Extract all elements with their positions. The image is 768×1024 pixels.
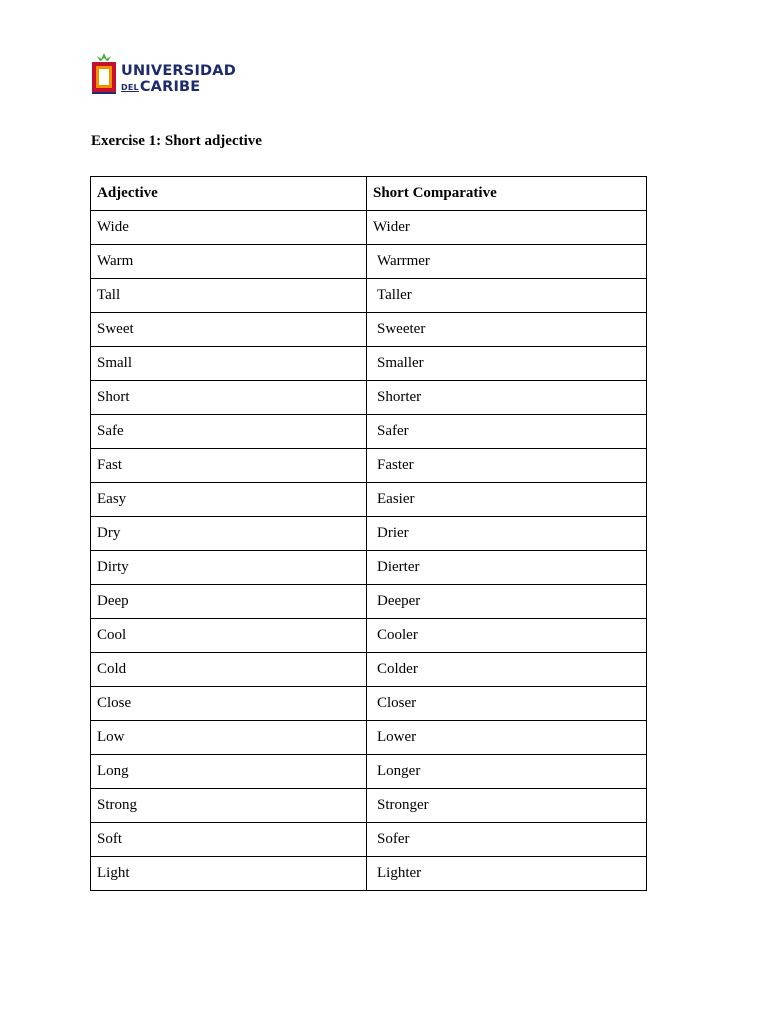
table-row xyxy=(91,313,647,347)
table-row xyxy=(91,347,647,381)
comparative-cell: Colder xyxy=(367,653,647,687)
table-row xyxy=(91,517,647,551)
adjective-cell: Easy xyxy=(91,483,367,517)
adjective-cell: Warm xyxy=(91,245,367,279)
comparative-cell: Safer xyxy=(367,415,647,449)
logo-wordmark xyxy=(121,64,236,94)
table-body xyxy=(91,211,647,891)
table-row xyxy=(91,687,647,721)
adjective-cell: Dirty xyxy=(91,551,367,585)
comparative-cell: Stronger xyxy=(367,789,647,823)
comparative-cell: Faster xyxy=(367,449,647,483)
adjective-cell: Strong xyxy=(91,789,367,823)
adjective-cell: Cool xyxy=(91,619,367,653)
adjective-cell: Fast xyxy=(91,449,367,483)
logo-line-caribe xyxy=(121,80,236,95)
adjective-cell: Wide xyxy=(91,211,367,245)
table-row xyxy=(91,415,647,449)
adjective-cell: Short xyxy=(91,381,367,415)
adjective-cell: Deep xyxy=(91,585,367,619)
table-row xyxy=(91,721,647,755)
table-row xyxy=(91,755,647,789)
adjective-cell: Low xyxy=(91,721,367,755)
table-row xyxy=(91,585,647,619)
adjective-cell: Cold xyxy=(91,653,367,687)
table-row xyxy=(91,789,647,823)
comparative-cell: Dierter xyxy=(367,551,647,585)
table-row xyxy=(91,211,647,245)
logo-caribe: CARIBE xyxy=(139,78,201,95)
comparative-cell: Smaller xyxy=(367,347,647,381)
column-header-short-comparative: Short Comparative xyxy=(367,177,647,211)
table-row xyxy=(91,619,647,653)
comparative-cell: Cooler xyxy=(367,619,647,653)
adjective-cell: Close xyxy=(91,687,367,721)
table-row xyxy=(91,653,647,687)
table-row xyxy=(91,381,647,415)
comparative-cell: Longer xyxy=(367,755,647,789)
university-logo xyxy=(89,51,236,97)
comparative-cell: Easier xyxy=(367,483,647,517)
comparative-cell: Lighter xyxy=(367,857,647,891)
comparative-cell: Shorter xyxy=(367,381,647,415)
comparative-cell: Closer xyxy=(367,687,647,721)
comparative-cell: Sweeter xyxy=(367,313,647,347)
table-row xyxy=(91,245,647,279)
comparative-cell: Deeper xyxy=(367,585,647,619)
adjective-cell: Safe xyxy=(91,415,367,449)
comparative-cell: Warrmer xyxy=(367,245,647,279)
adjective-cell: Tall xyxy=(91,279,367,313)
adjective-cell: Small xyxy=(91,347,367,381)
logo-del: DEL xyxy=(121,82,139,92)
adjective-cell: Long xyxy=(91,755,367,789)
adjective-cell: Dry xyxy=(91,517,367,551)
table-row xyxy=(91,449,647,483)
comparative-cell: Taller xyxy=(367,279,647,313)
logo-line-universidad: UNIVERSIDAD xyxy=(121,63,236,79)
table-row xyxy=(91,279,647,313)
university-crest-icon xyxy=(89,51,119,95)
table-row xyxy=(91,823,647,857)
table-row xyxy=(91,483,647,517)
comparative-cell: Lower xyxy=(367,721,647,755)
adjective-table xyxy=(90,176,647,891)
adjective-cell: Soft xyxy=(91,823,367,857)
adjective-cell: Sweet xyxy=(91,313,367,347)
exercise-title: Exercise 1: Short adjective xyxy=(91,133,262,149)
comparative-cell: Wider xyxy=(367,211,647,245)
adjective-cell: Light xyxy=(91,857,367,891)
table-header-row xyxy=(91,177,647,211)
table-row xyxy=(91,857,647,891)
comparative-cell: Sofer xyxy=(367,823,647,857)
column-header-adjective: Adjective xyxy=(91,177,367,211)
table-row xyxy=(91,551,647,585)
comparative-cell: Drier xyxy=(367,517,647,551)
